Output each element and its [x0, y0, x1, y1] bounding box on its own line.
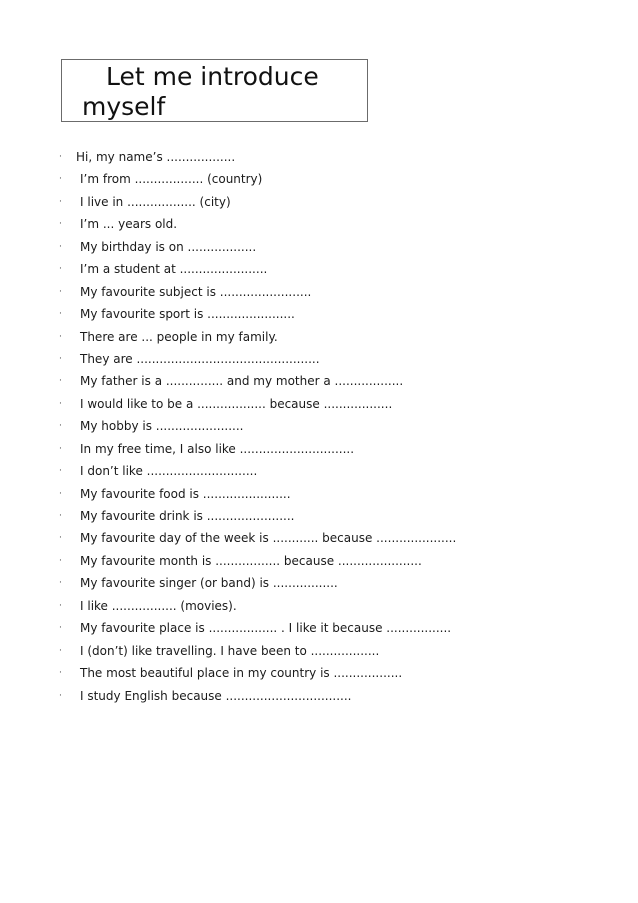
bullet-icon: ·	[59, 578, 62, 589]
sentence-text: There are ... people in my family.	[80, 329, 278, 344]
list-item	[0, 213, 638, 235]
sentence-text: I’m a student at .......................	[80, 262, 268, 277]
bullet-icon: ·	[59, 533, 62, 544]
sentence-text: I don’t like .............................	[80, 464, 258, 479]
bullet-icon: ·	[59, 353, 62, 364]
sentence-text: The most beautiful place in my country is ..................	[80, 666, 403, 681]
sentence-text: My favourite sport is .......................	[80, 307, 295, 322]
sentence-text: My favourite place is .................. . I like it because .................	[80, 621, 452, 636]
bullet-icon: ·	[59, 219, 62, 230]
bullet-icon: ·	[59, 331, 62, 342]
sentence-text: My father is a ............... and my mother a ..................	[80, 374, 404, 389]
sentence-text: My favourite food is .......................	[80, 486, 291, 501]
sentence-text: My favourite drink is .......................	[80, 509, 295, 523]
bullet-icon: ·	[59, 488, 62, 499]
list-item	[0, 258, 638, 280]
sentence-text: My birthday is on ..................	[80, 239, 257, 254]
bullet-icon: ·	[59, 690, 62, 701]
list-item	[0, 460, 638, 482]
sentence-text: I like ................. (movies).	[80, 598, 237, 613]
sentence-list	[0, 146, 638, 707]
list-item	[0, 326, 638, 348]
list-item	[0, 483, 638, 505]
list-item	[0, 191, 638, 213]
list-item	[0, 505, 638, 527]
sentence-text: I’m ... years old.	[80, 217, 178, 232]
list-item	[0, 348, 638, 370]
bullet-icon: ·	[59, 174, 62, 185]
sentence-text: My favourite singer (or band) is .................	[80, 576, 338, 591]
sentence-text: I live in .................. (city)	[80, 194, 231, 209]
bullet-icon: ·	[59, 555, 62, 566]
sentence-text: In my free time, I also like ..............................	[80, 441, 355, 456]
sentence-text: They are ................................................	[80, 351, 320, 366]
bullet-icon: ·	[59, 623, 62, 634]
list-item	[0, 685, 638, 707]
bullet-icon: ·	[59, 443, 62, 454]
bullet-icon: ·	[59, 645, 62, 656]
bullet-icon: ·	[59, 668, 62, 679]
bullet-icon: ·	[59, 376, 62, 387]
list-item	[0, 415, 638, 437]
list-item	[0, 370, 638, 392]
list-item	[0, 281, 638, 303]
list-item	[0, 640, 638, 662]
bullet-icon: ·	[59, 196, 62, 207]
list-item	[0, 662, 638, 684]
sentence-text: My favourite day of the week is ............ because .....................	[80, 531, 457, 546]
bullet-icon: ·	[59, 398, 62, 409]
bullet-icon: ·	[59, 421, 62, 432]
list-item	[0, 550, 638, 572]
list-item	[0, 438, 638, 460]
list-item	[0, 146, 638, 168]
bullet-icon: ·	[59, 466, 62, 477]
list-item	[0, 617, 638, 639]
bullet-icon: ·	[59, 286, 62, 297]
list-item	[0, 527, 638, 549]
sentence-text: My favourite subject is ........................	[80, 284, 312, 299]
list-item	[0, 572, 638, 594]
bullet-icon: ·	[59, 511, 62, 521]
bullet-icon: ·	[59, 600, 62, 611]
sentence-text: I’m from .................. (country)	[80, 172, 263, 187]
page-title-line-2: myself	[82, 92, 166, 121]
bullet-icon: ·	[59, 152, 62, 162]
bullet-icon: ·	[59, 241, 62, 252]
sentence-text: Hi, my name’s ..................	[76, 150, 236, 164]
list-item	[0, 303, 638, 325]
list-item	[0, 393, 638, 415]
sentence-text: I study English because .................................	[80, 688, 352, 703]
sentence-text: I (don’t) like travelling. I have been to ..................	[80, 643, 380, 658]
bullet-icon: ·	[59, 309, 62, 320]
sentence-text: My favourite month is ................. because ......................	[80, 553, 422, 568]
bullet-icon: ·	[59, 264, 62, 275]
list-item	[0, 595, 638, 617]
list-item	[0, 236, 638, 258]
page-title-line-1: Let me introduce	[106, 62, 319, 91]
sentence-text: I would like to be a .................. because ..................	[80, 396, 393, 411]
sentence-text: My hobby is .......................	[80, 419, 244, 434]
title-box	[61, 59, 368, 122]
list-item	[0, 168, 638, 190]
